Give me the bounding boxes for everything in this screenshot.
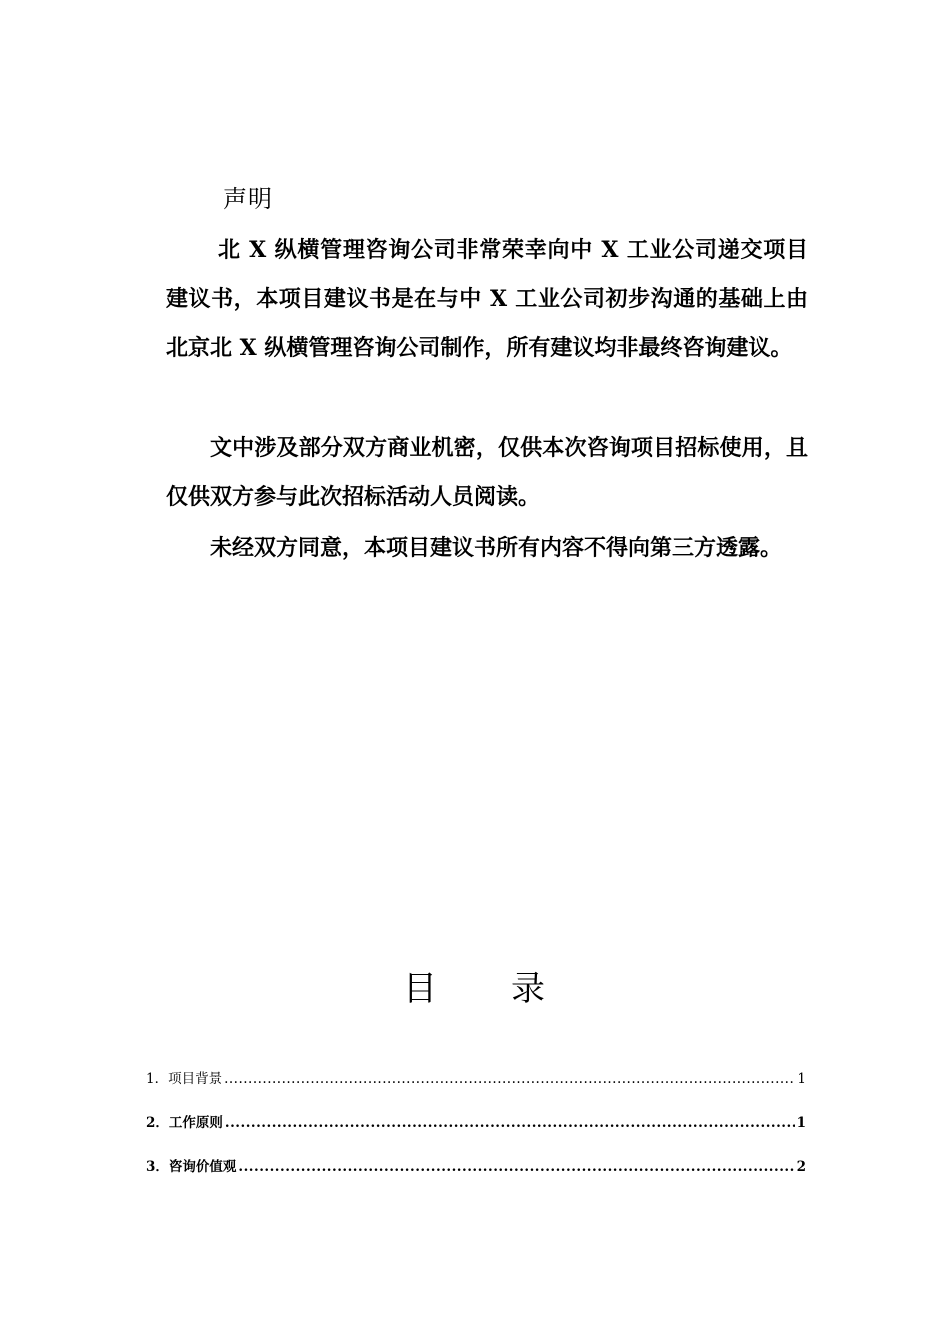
toc-leader-dots <box>224 1066 795 1092</box>
toc-entry-consulting-values[interactable] <box>146 1154 806 1198</box>
toc-entry-label: 咨询价值观 <box>168 1159 237 1175</box>
toc-entry-number: 1． <box>146 1071 169 1087</box>
toc-entry-page: 2 <box>796 1159 806 1175</box>
declaration-paragraph-2: 文中涉及部分双方商业机密，仅供本次咨询项目招标使用，且仅供双方参与此次招标活动人员阅读。 <box>166 435 808 510</box>
toc-entry-work-principles[interactable] <box>146 1110 806 1154</box>
toc-entry-number: 3． <box>146 1159 169 1175</box>
declaration-title: 声明 <box>223 185 273 213</box>
toc-entry-label: 工作原则 <box>168 1115 223 1131</box>
toc-leader-dots <box>225 1110 795 1136</box>
table-of-contents <box>146 1066 806 1198</box>
toc-title <box>0 966 950 1012</box>
toc-leader-dots <box>238 1154 794 1180</box>
toc-entry-project-background[interactable] <box>146 1066 806 1110</box>
toc-title-char-1: 目 <box>403 969 439 1009</box>
toc-title-char-2: 录 <box>511 969 547 1009</box>
toc-entry-page: 1 <box>797 1071 806 1087</box>
toc-entry-number: 2． <box>146 1115 169 1131</box>
declaration-paragraph-3: 未经双方同意，本项目建议书所有内容不得向第三方透露。 <box>210 535 783 561</box>
toc-entry-page: 1 <box>796 1115 806 1131</box>
toc-entry-label: 项目背景 <box>168 1071 223 1087</box>
declaration-paragraph-1: 北 X 纵横管理咨询公司非常荣幸向中 X 工业公司递交项目建议书，本项目建议书是在与中 X 工业公司初步沟通的基础上由北京北 X 纵横管理咨询公司制作，所有建议均非最终咨询建议。 <box>166 237 808 361</box>
